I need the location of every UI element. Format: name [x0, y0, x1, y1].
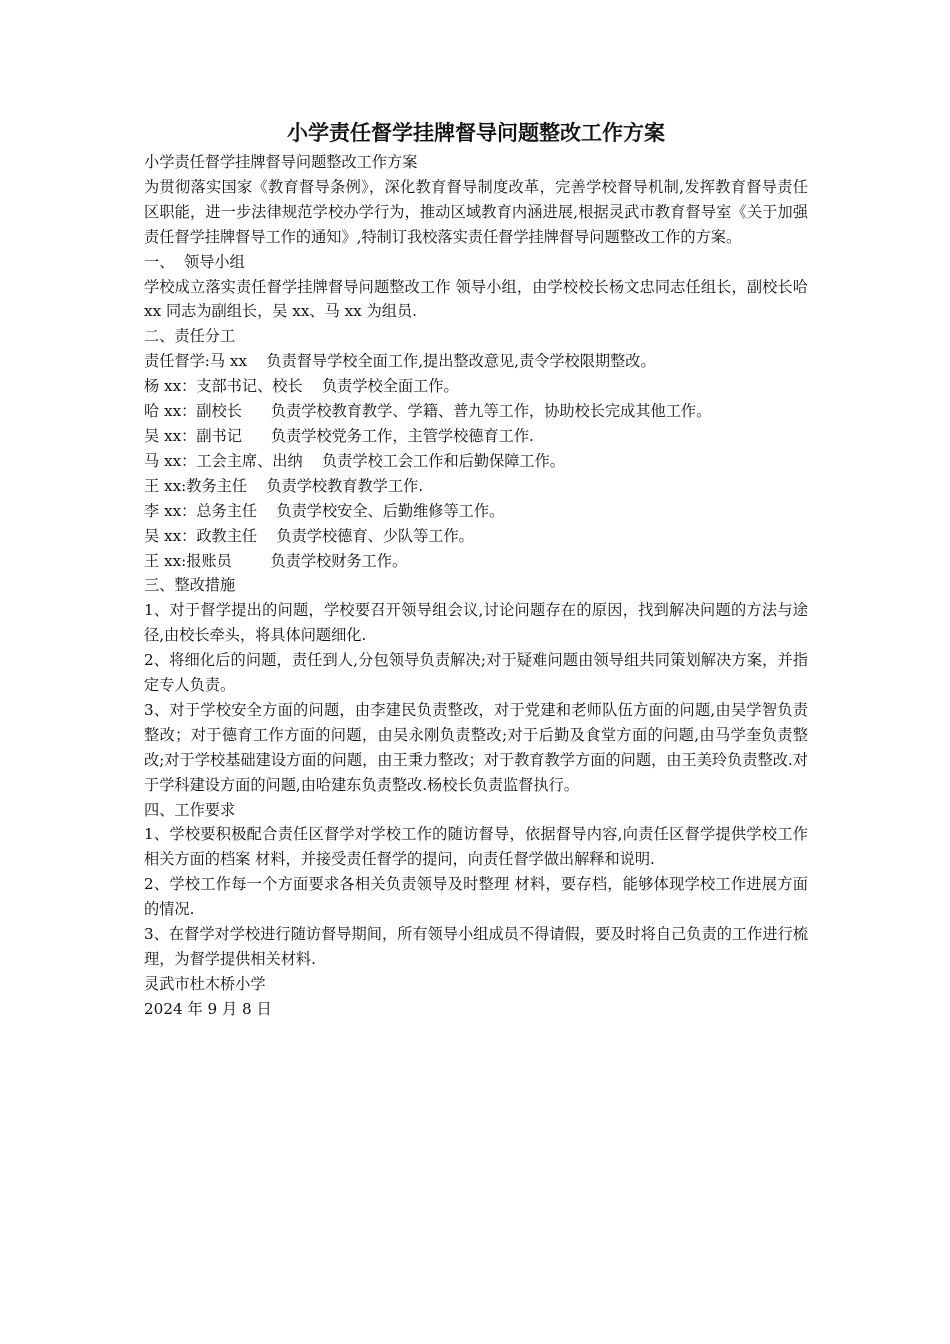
responsibility-item: 王 xx:教务主任 负责学校教育教学工作.	[144, 476, 424, 495]
measure-item: 3、对于学校安全方面的问题，由李建民负责整改，对于党建和老师队伍方面的问题,由吴学智负责整改；对于德育工作方面的问题，由吴永刚负责整改;对于后勤及食堂方面的问题,由马学奎负责整改;对于学校基础建设方面的问题，由王秉力整改；对于教育教学方面的问题，由王美玲负责整改.对于学科建设方面的问题,由哈建东负责整改.杨校长负责监督执行。	[144, 700, 808, 794]
signature: 灵武市杜木桥小学	[144, 974, 266, 993]
responsibility-item: 哈 xx：副校长 负责学校教育教学、学籍、普九等工作，协助校长完成其他工作。	[144, 402, 712, 421]
section-heading-leadership: 一、 领导小组	[144, 252, 245, 271]
responsibility-item: 王 xx:报账员 负责学校财务工作。	[144, 551, 408, 570]
document-date: 2024 年 9 月 8 日	[144, 999, 272, 1018]
responsibility-item: 李 xx：总务主任 负责学校安全、后勤维修等工作。	[144, 501, 505, 520]
requirement-item: 3、在督学对学校进行随访督导期间，所有领导小组成员不得请假，要及时将自己负责的工作进行梳理，为督学提供相关材料.	[144, 925, 808, 968]
document-page	[144, 118, 813, 1022]
responsibility-item: 吴 xx：政教主任 负责学校德育、少队等工作。	[144, 526, 474, 545]
document-subtitle: 小学责任督学挂牌督导问题整改工作方案	[144, 153, 418, 171]
responsibility-item: 责任督学:马 xx 负责督导学校全面工作,提出整改意见,责令学校限期整改。	[144, 352, 656, 371]
requirement-item: 1、学校要积极配合责任区督学对学校工作的随访督导，依据督导内容,向责任区督学提供学校工作相关方面的档案 材料，并接受责任督学的提问，向责任督学做出解释和说明.	[144, 825, 808, 869]
requirement-item: 2、学校工作每一个方面要求各相关负责领导及时整理 材料，要存档，能够体现学校工作进展方面的情况.	[144, 875, 808, 919]
responsibility-item: 马 xx：工会主席、出纳 负责学校工会工作和后勤保障工作。	[144, 451, 565, 470]
section-heading-responsibilities: 二、责任分工	[144, 327, 236, 346]
responsibility-item: 杨 xx：支部书记、校长 负责学校全面工作。	[144, 377, 459, 396]
section-heading-requirements: 四、工作要求	[144, 800, 236, 819]
measure-item: 2、将细化后的问题，责任到人,分包领导负责解决;对于疑难问题由领导组共同策划解决方案，并指定专人负责。	[144, 651, 808, 695]
section-heading-measures: 三、整改措施	[144, 576, 236, 595]
responsibility-item: 吴 xx：副书记 负责学校党务工作，主管学校德育工作.	[144, 426, 534, 445]
measure-item: 1、对于督学提出的问题，学校要召开领导组会议,讨论问题存在的原因，找到解决问题的方法与途径,由校长牵头，将具体问题细化.	[144, 601, 808, 645]
document-title: 小学责任督学挂牌督导问题整改工作方案	[287, 121, 665, 145]
leadership-paragraph: 学校成立落实责任督学挂牌督导问题整改工作 领导小组，由学校校长杨文忠同志任组长，副校长哈 xx 同志为副组长，吴 xx、马 xx 为组员.	[144, 277, 813, 321]
intro-paragraph: 为贯彻落实国家《教育督导条例》，深化教育督导制度改革，完善学校督导机制,发挥教育督导责任区职能，进一步法律规范学校办学行为，推动区域教育内涵进展,根据灵武市教育督导室《关于加强责任督学挂牌督导工作的通知》,特制订我校落实责任督学挂牌督导问题整改工作的方案。	[144, 177, 808, 246]
